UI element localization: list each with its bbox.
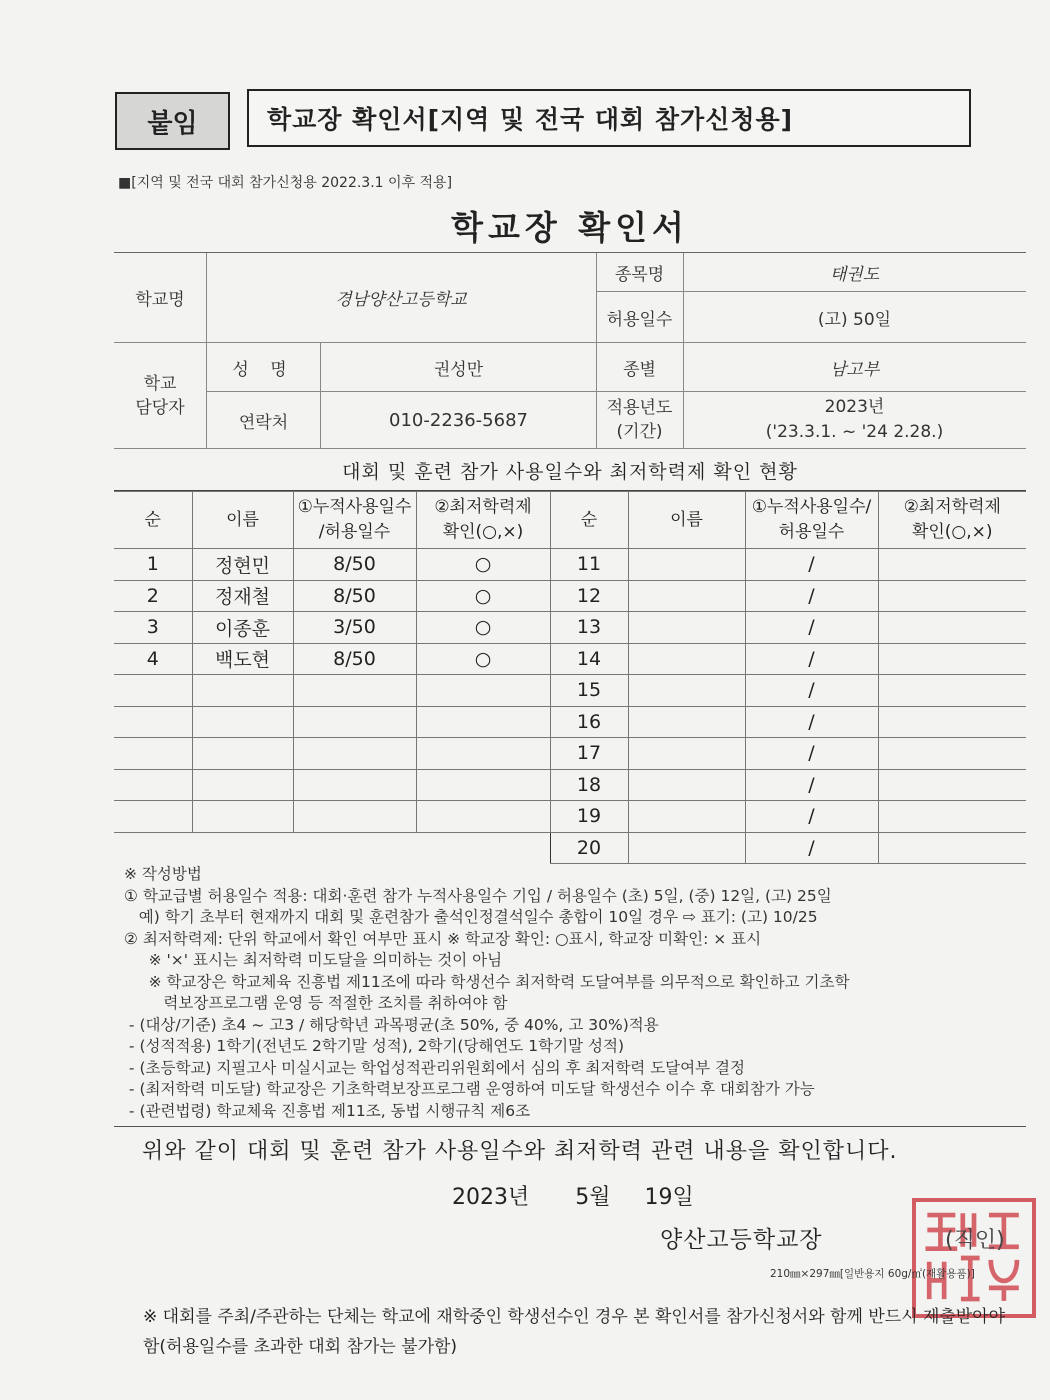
sport-value: 태권도 xyxy=(829,264,880,285)
paper-spec: 210㎜×297㎜[일반용지 60g/㎡(재활용품)] xyxy=(770,1268,975,1280)
row-name-right xyxy=(628,769,745,801)
row-empty xyxy=(114,832,192,864)
period-value: ('23.3.1. ~ '24 2.28.) xyxy=(765,422,944,442)
row-name xyxy=(192,706,293,738)
document-header-title: 학교장 확인서[지역 및 전국 대회 참가신청용] xyxy=(247,89,971,147)
row-num xyxy=(114,706,192,738)
row-check-right xyxy=(878,801,1026,833)
row-empty xyxy=(293,832,416,864)
methods-line: 예) 학기 초부터 현재까지 대회 및 훈련참가 출석인정결석일수 총합이 10일 경우 ⇨ 표기: (고) 10/25 xyxy=(124,908,818,926)
issue-date xyxy=(452,1180,694,1211)
row-days-right: / xyxy=(745,706,878,738)
row-name: 정현민 xyxy=(192,549,293,581)
row-name xyxy=(192,675,293,707)
row-num xyxy=(114,738,192,770)
date-day: 19일 xyxy=(644,1185,694,1210)
row-num-right: 13 xyxy=(550,612,628,644)
footer-note: ※ 대회를 주최/주관하는 단체는 학교에 재학중인 학생선수인 경우 본 확인서를 참가신청서와 함께 반드시 제출받아야 함(허용일수를 초과한 대회 참가는 불가함) xyxy=(143,1307,1006,1357)
row-days-right: / xyxy=(745,675,878,707)
row-num xyxy=(114,769,192,801)
methods-line: - (대상/기준) 초4 ~ 고3 / 해당학년 과목평균(초 50%, 중 40%, 고 30%)적용 xyxy=(124,1015,659,1034)
row-name-right xyxy=(628,549,745,581)
row-days-right: / xyxy=(745,738,878,770)
applicability-note: ■[지역 및 전국 대회 참가신청용 2022.3.1 이후 적용] xyxy=(118,175,453,191)
row-days xyxy=(293,801,416,833)
row-check xyxy=(416,675,550,707)
row-days-right: / xyxy=(745,549,878,581)
row-days-right: / xyxy=(745,643,878,675)
row-num xyxy=(114,801,192,833)
row-name-right xyxy=(628,801,745,833)
category-value: 남고부 xyxy=(829,359,880,380)
row-num xyxy=(114,675,192,707)
row-name xyxy=(192,738,293,770)
row-num: 3 xyxy=(114,612,192,644)
row-name-right xyxy=(628,580,745,612)
row-empty xyxy=(192,832,293,864)
row-days: 3/50 xyxy=(293,612,416,644)
row-check: ○ xyxy=(416,549,550,581)
confirmation-text: 위와 같이 대회 및 훈련 참가 사용일수와 최저학력 관련 내용을 확인합니다. xyxy=(142,1139,898,1164)
row-num-right: 17 xyxy=(550,738,628,770)
row-days xyxy=(293,675,416,707)
row-name xyxy=(192,801,293,833)
row-num-right: 15 xyxy=(550,675,628,707)
school-label: 학교명 xyxy=(135,290,185,310)
row-name xyxy=(192,769,293,801)
row-check-right xyxy=(878,738,1026,770)
row-check-right xyxy=(878,675,1026,707)
row-check: ○ xyxy=(416,643,550,675)
name-label: 성 명 xyxy=(232,359,295,380)
date-month: 5월 xyxy=(575,1185,611,1210)
row-num-right: 19 xyxy=(550,801,628,833)
methods-line: ※ 작성방법 xyxy=(124,865,202,883)
table-row xyxy=(114,801,1026,833)
section-title: 대회 및 훈련 참가 사용일수와 최저학력제 확인 현황 xyxy=(114,450,1026,491)
table-row xyxy=(114,643,1026,675)
methods-line: 력보장프로그램 운영 등 적절한 조치를 취하여야 함 xyxy=(124,994,508,1012)
year-label: 적용년도 (기간) xyxy=(606,398,673,442)
row-days xyxy=(293,738,416,770)
row-check-right xyxy=(878,706,1026,738)
official-seal xyxy=(912,1198,1036,1318)
row-num: 2 xyxy=(114,580,192,612)
year-value: 2023년 xyxy=(824,397,885,417)
row-name-right xyxy=(628,675,745,707)
row-check xyxy=(416,801,550,833)
table-row xyxy=(114,549,1026,581)
col-name: 이름 xyxy=(192,492,293,549)
row-check-right xyxy=(878,612,1026,644)
row-num: 1 xyxy=(114,549,192,581)
row-days xyxy=(293,769,416,801)
col-num-2: 순 xyxy=(550,492,628,549)
seal-label: (직인) xyxy=(945,1228,1005,1253)
manager-label: 학교 담당자 xyxy=(135,374,185,418)
sport-label: 종목명 xyxy=(614,264,665,285)
row-num-right: 18 xyxy=(550,769,628,801)
row-days: 8/50 xyxy=(293,580,416,612)
school-value: 경남양산고등학교 xyxy=(335,290,467,310)
row-name-right xyxy=(628,612,745,644)
row-num-right: 16 xyxy=(550,706,628,738)
methods-line: - (초등학교) 지필고사 미실시교는 학업성적관리위원회에서 심의 후 최저학력 도달여부 결정 xyxy=(124,1058,745,1077)
row-check-right xyxy=(878,580,1026,612)
col-check: ②최저학력제 확인(○,×) xyxy=(416,492,550,549)
row-num-right: 11 xyxy=(550,549,628,581)
writing-methods xyxy=(124,864,1034,1122)
info-table xyxy=(114,252,1026,449)
row-check xyxy=(416,738,550,770)
row-name-right xyxy=(628,643,745,675)
records-header-row xyxy=(114,492,1026,549)
row-name-right xyxy=(628,738,745,770)
row-name-right xyxy=(628,832,745,864)
col-check-2: ②최저학력제 확인(○,×) xyxy=(878,492,1026,549)
row-days xyxy=(293,706,416,738)
row-num-right: 14 xyxy=(550,643,628,675)
row-check: ○ xyxy=(416,580,550,612)
row-days-right: / xyxy=(745,832,878,864)
row-days: 8/50 xyxy=(293,643,416,675)
contact-value: 010-2236-5687 xyxy=(389,409,528,431)
contact-label: 연락처 xyxy=(238,412,289,433)
row-check xyxy=(416,769,550,801)
methods-line: ② 최저학력제: 단위 학교에서 확인 여부만 표시 ※ 학교장 확인: ○표시, 학교장 미확인: × 표시 xyxy=(124,929,762,948)
year-cell xyxy=(683,392,1026,448)
row-num: 4 xyxy=(114,643,192,675)
allowed-days-value: (고) 50일 xyxy=(817,309,892,330)
divider xyxy=(114,1126,1026,1127)
row-check-right xyxy=(878,769,1026,801)
row-check-right xyxy=(878,643,1026,675)
col-num: 순 xyxy=(114,492,192,549)
row-days: 8/50 xyxy=(293,549,416,581)
methods-line: ※ '×' 표시는 최저학력 미도달을 의미하는 것이 아님 xyxy=(124,951,503,969)
row-name: 백도현 xyxy=(192,643,293,675)
methods-line: - (성적적용) 1학기(전년도 2학기말 성적), 2학기(당해연도 1학기말 성적) xyxy=(124,1037,624,1055)
methods-line: ※ 학교장은 학교체육 진흥법 제11조에 따라 학생선수 최저학력 도달여부를 의무적으로 확인하고 기초학 xyxy=(124,972,850,991)
row-days-right: / xyxy=(745,580,878,612)
row-days-right: / xyxy=(745,612,878,644)
table-row xyxy=(114,612,1026,644)
attachment-tag: 붙임 xyxy=(115,92,230,150)
table-row xyxy=(114,580,1026,612)
allowed-days-label: 허용일수 xyxy=(606,309,673,330)
category-label: 종별 xyxy=(623,359,656,380)
row-check-right xyxy=(878,549,1026,581)
table-row xyxy=(114,706,1026,738)
row-name: 이종훈 xyxy=(192,612,293,644)
methods-line: - (최저학력 미도달) 학교장은 기초학력보장프로그램 운영하여 미도달 학생선수 이수 후 대회참가 가능 xyxy=(124,1080,815,1098)
row-name-right xyxy=(628,706,745,738)
row-num-right: 20 xyxy=(550,832,628,864)
row-num-right: 12 xyxy=(550,580,628,612)
name-value: 권성만 xyxy=(433,359,484,380)
col-days-2: ①누적사용일수/ 허용일수 xyxy=(745,492,878,549)
table-row xyxy=(114,832,1026,864)
col-days: ①누적사용일수 /허용일수 xyxy=(293,492,416,549)
col-name-2: 이름 xyxy=(628,492,745,549)
row-check: ○ xyxy=(416,612,550,644)
table-row xyxy=(114,738,1026,770)
row-name: 정재철 xyxy=(192,580,293,612)
row-empty xyxy=(416,832,550,864)
methods-line: ① 학교급별 허용일수 적용: 대회·훈련 참가 누적사용일수 기입 / 허용일수 (초) 5일, (중) 12일, (고) 25일 xyxy=(124,886,832,905)
signer-name: 양산고등학교장 xyxy=(660,1227,823,1253)
main-title: 학교장 확인서 xyxy=(451,208,689,247)
methods-line: - (관련법령) 학교체육 진흥법 제11조, 동법 시행규칙 제6조 xyxy=(124,1101,531,1120)
row-days-right: / xyxy=(745,801,878,833)
row-days-right: / xyxy=(745,769,878,801)
table-row xyxy=(114,769,1026,801)
row-check xyxy=(416,706,550,738)
date-year: 2023년 xyxy=(452,1185,530,1210)
row-check-right xyxy=(878,832,1026,864)
table-row xyxy=(114,675,1026,707)
records-table xyxy=(114,491,1026,864)
